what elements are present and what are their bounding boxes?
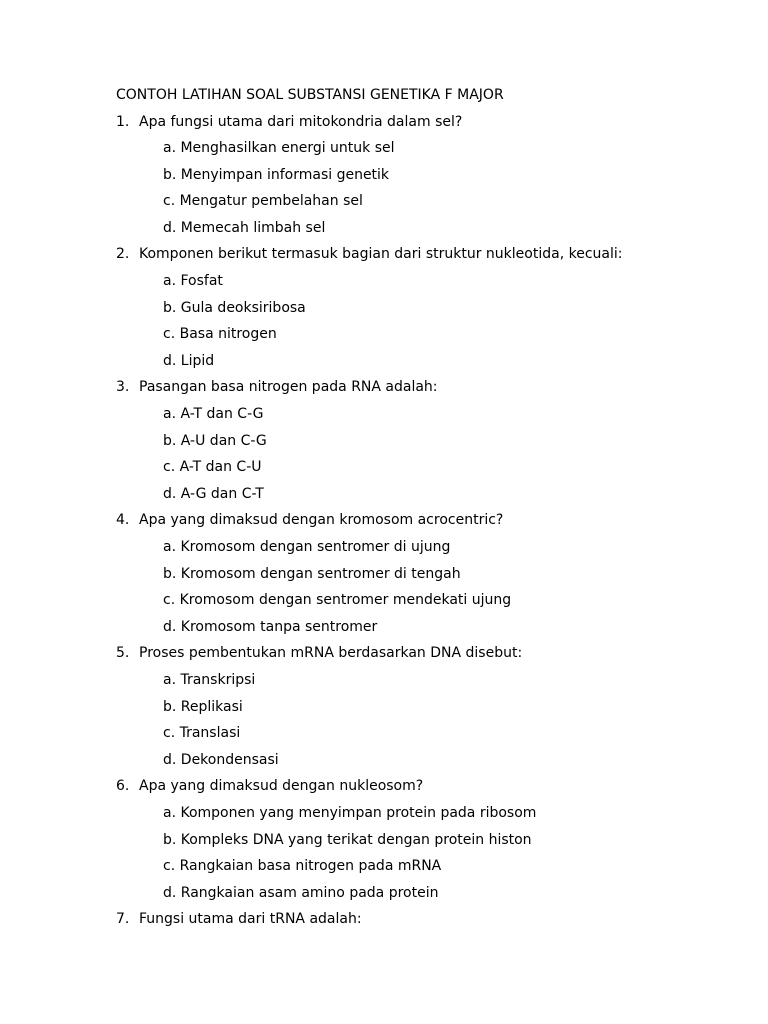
question-line [116, 777, 736, 804]
option-list [116, 272, 736, 378]
answer-option: a. Fosfat [163, 273, 223, 290]
question-line [116, 511, 736, 538]
question-item [116, 910, 736, 937]
answer-option: a. Komponen yang menyimpan protein pada ribosom [163, 804, 537, 821]
question-item [116, 644, 736, 777]
answer-option: b. Gula deoksiribosa [163, 299, 306, 316]
question-text: Proses pembentukan mRNA berdasarkan DNA disebut: [139, 645, 523, 662]
answer-option: a. Kromosom dengan sentromer di ujung [163, 539, 451, 555]
question-text: Komponen berikut termasuk bagian dari struktur nukleotida, kecuali: [139, 246, 623, 263]
option-list [116, 671, 736, 777]
answer-option: b. A-U dan C-G [163, 432, 267, 449]
question-text: Fungsi utama dari tRNA adalah: [139, 911, 362, 928]
answer-option: c. Translasi [163, 725, 241, 742]
option-list [116, 804, 736, 910]
question-line [116, 910, 736, 937]
answer-option: a. Menghasilkan energi untuk sel [163, 140, 395, 157]
question-item [116, 378, 736, 511]
answer-option: a. A-T dan C-G [163, 406, 264, 423]
answer-option: c. Kromosom dengan sentromer mendekati ujung [163, 592, 512, 609]
answer-option: d. Lipid [163, 352, 215, 369]
question-number: 2. [116, 246, 130, 263]
question-item [116, 113, 736, 246]
question-line [116, 245, 736, 272]
question-list [116, 113, 736, 937]
question-text: Apa yang dimaksud dengan kromosom acrocentric? [139, 512, 504, 529]
document-title: CONTOH LATIHAN SOAL SUBSTANSI GENETIKA F MAJOR [116, 87, 504, 103]
answer-option: d. Dekondensasi [163, 751, 279, 768]
question-item [116, 777, 736, 910]
answer-option: d. Kromosom tanpa sentromer [163, 618, 378, 635]
question-number: 3. [116, 379, 130, 396]
answer-option: d. Memecah limbah sel [163, 219, 326, 236]
question-item [116, 511, 736, 644]
answer-option: c. Rangkaian basa nitrogen pada mRNA [163, 858, 442, 875]
question-line [116, 378, 736, 405]
answer-option: b. Menyimpan informasi genetik [163, 166, 390, 183]
option-list [116, 405, 736, 511]
answer-option: b. Replikasi [163, 698, 243, 715]
answer-option: b. Kompleks DNA yang terikat dengan protein histon [163, 831, 532, 848]
question-number: 1. [116, 113, 130, 130]
question-text: Pasangan basa nitrogen pada RNA adalah: [139, 379, 438, 396]
question-number: 4. [116, 512, 130, 529]
answer-option: c. Basa nitrogen [163, 326, 277, 343]
question-text: Apa fungsi utama dari mitokondria dalam sel? [139, 113, 463, 130]
question-number: 6. [116, 778, 130, 795]
answer-option: d. A-G dan C-T [163, 485, 264, 502]
answer-option: b. Kromosom dengan sentromer di tengah [163, 565, 461, 582]
question-text: Apa yang dimaksud dengan nukleosom? [139, 778, 424, 795]
question-line [116, 113, 736, 140]
answer-option: c. A-T dan C-U [163, 459, 262, 476]
option-list [116, 538, 736, 644]
answer-option: a. Transkripsi [163, 671, 256, 688]
option-list [116, 139, 736, 245]
answer-option: d. Rangkaian asam amino pada protein [163, 884, 439, 901]
answer-option: c. Mengatur pembelahan sel [163, 193, 363, 210]
question-line [116, 644, 736, 671]
question-number: 5. [116, 645, 130, 662]
question-number: 7. [116, 911, 130, 928]
question-item [116, 245, 736, 378]
